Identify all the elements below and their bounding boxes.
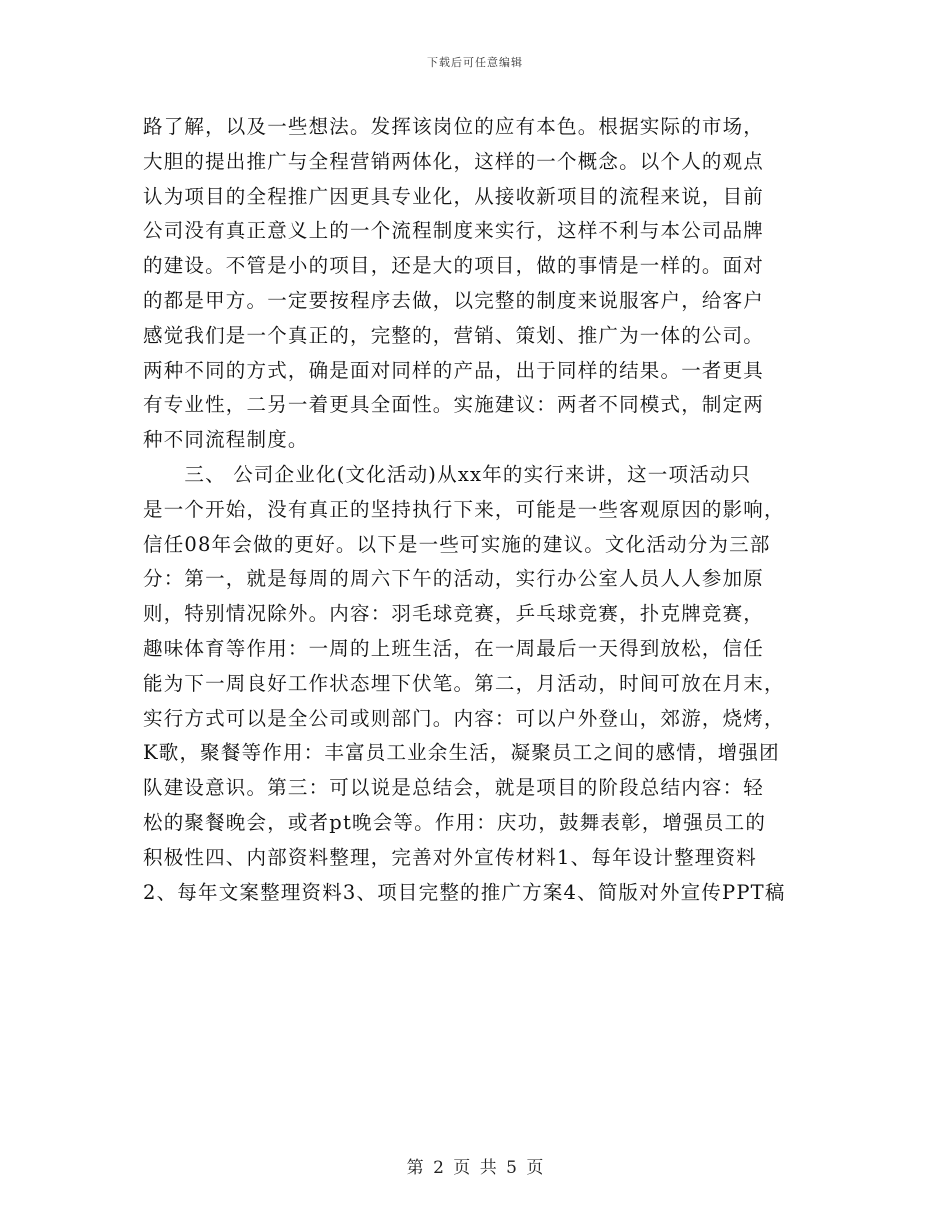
body-line: K歌，聚餐等作用：丰富员工业余生活，凝聚员工之间的感情，增强团	[143, 741, 780, 765]
body-line: 信任08年会做的更好。以下是一些可实施的建议。文化活动分为三部	[143, 532, 771, 556]
body-line: 实行方式可以是全公司或则部门。内容：可以户外登山，郊游，烧烤，	[143, 706, 785, 730]
body-line: 认为项目的全程推广因更具专业化，从接收新项目的流程来说，目前	[143, 184, 765, 208]
body-line: 趣味体育等作用：一周的上班生活，在一周最后一天得到放松，信任	[143, 636, 765, 660]
body-line: 种不同流程制度。	[143, 428, 309, 452]
body-line: 路了解，以及一些想法。发挥该岗位的应有本色。根据实际的市场，	[143, 115, 765, 138]
body-line: 大胆的提出推广与全程营销两体化，这样的一个概念。以个人的观点	[143, 149, 765, 173]
body-line: 感觉我们是一个真正的，完整的，营销、策划、推广为一体的公司。	[143, 323, 765, 347]
body-line: 松的聚餐晚会，或者pt晚会等。作用：庆功，鼓舞表彰，增强员工的	[143, 810, 767, 834]
page-header: 下载后可任意编辑	[427, 56, 523, 69]
body-line: 三、 公司企业化(文化活动)从xx年的实行来讲，这一项活动只	[143, 462, 752, 486]
body-line: 有专业性，二另一着更具全面性。实施建议：两者不同模式，制定两	[143, 393, 765, 417]
body-line: 分：第一，就是每周的周六下午的活动，实行办公室人员人人参加原	[143, 567, 765, 591]
document-body	[143, 110, 815, 910]
body-line: 队建设意识。第三：可以说是总结会，就是项目的阶段总结内容：轻	[143, 776, 765, 800]
body-line: 是一个开始，没有真正的坚持执行下来，可能是一些客观原因的影响，	[143, 497, 785, 521]
body-line: 积极性四、内部资料整理，完善对外宣传材料1、每年设计整理资料	[143, 845, 757, 869]
body-line: 的建设。不管是小的项目，还是大的项目，做的事情是一样的。面对	[143, 254, 765, 278]
body-line: 2、每年文案整理资料3、项目完整的推广方案4、简版对外宣传PPT稿	[143, 880, 786, 904]
body-line: 的都是甲方。一定要按程序去做，以完整的制度来说服客户，给客户	[143, 288, 765, 312]
body-line: 两种不同的方式，确是面对同样的产品，出于同样的结果。一者更具	[143, 358, 765, 382]
page-number: 第 2 页 共 5 页	[406, 1158, 544, 1178]
body-line: 公司没有真正意义上的一个流程制度来实行，这样不利与本公司品牌	[143, 219, 765, 243]
body-line: 能为下一周良好工作状态埋下伏笔。第二，月活动，时间可放在月末，	[143, 671, 785, 695]
body-line: 则，特别情况除外。内容：羽毛球竞赛，乒乓球竞赛，扑克牌竞赛，	[143, 602, 765, 626]
